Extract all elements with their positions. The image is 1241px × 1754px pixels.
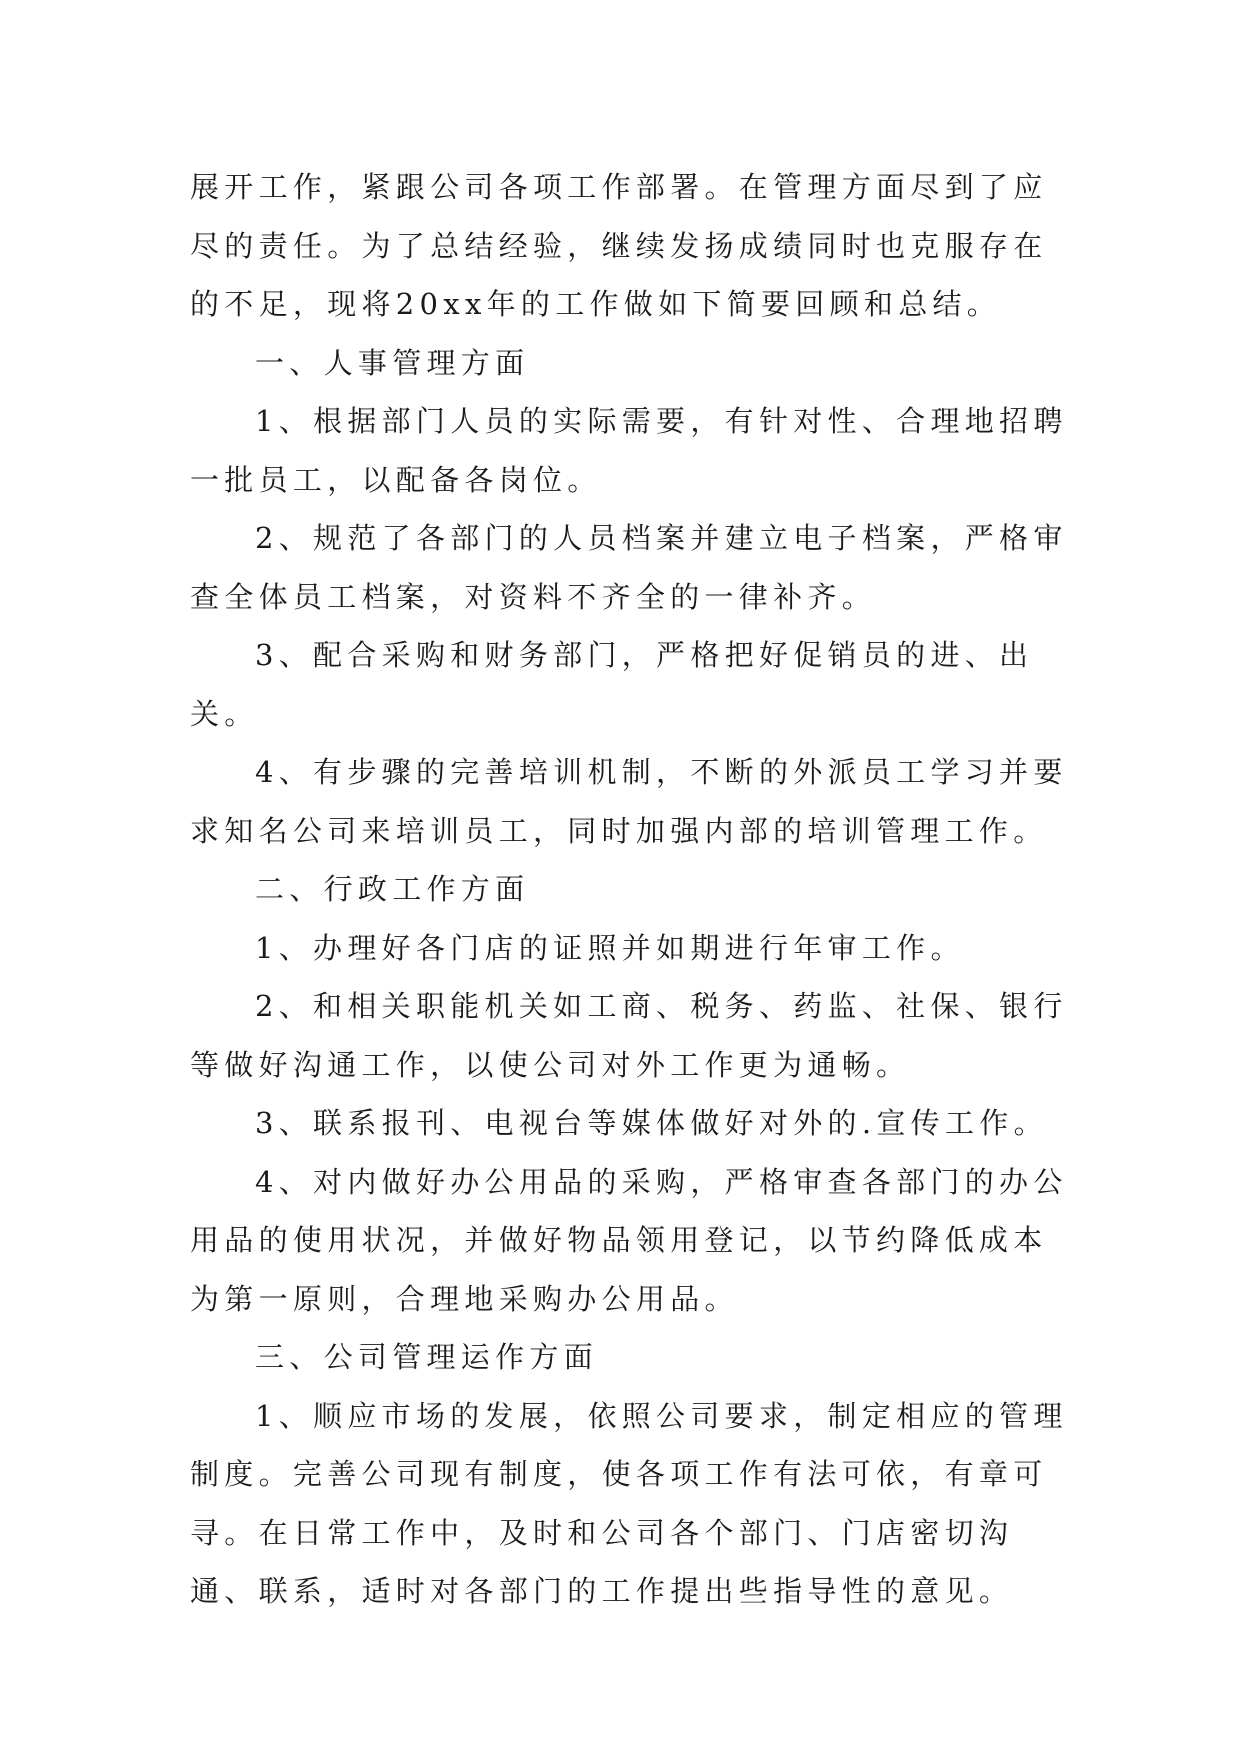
paragraph-administration-3: 3、联系报刊、电视台等媒体做好对外的.宣传工作。 bbox=[255, 1106, 1048, 1140]
paragraph-administration-2: 2、和相关职能机关如工商、税务、药监、社保、银行等做好沟通工作，以使公司对外工作更为通畅。 bbox=[190, 989, 1068, 1082]
section-heading-personnel: 一、人事管理方面 bbox=[255, 345, 530, 380]
paragraph-personnel-2: 2、规范了各部门的人员档案并建立电子档案，严格审查全体员工档案，对资料不齐全的一律补齐。 bbox=[190, 521, 1068, 614]
paragraph-administration-4: 4、对内做好办公用品的采购，严格审查各部门的办公用品的使用状况，并做好物品领用登记，以节约降低成本为第一原则，合理地采购办公用品。 bbox=[190, 1164, 1068, 1316]
paragraph-management-1: 1、顺应市场的发展，依照公司要求，制定相应的管理制度。完善公司现有制度，使各项工作有法可依，有章可寻。在日常工作中，及时和公司各个部门、门店密切沟通、联系，适时对各部门的工作提出些指导性的意见。 bbox=[190, 1398, 1068, 1608]
paragraph-personnel-3: 3、配合采购和财务部门，严格把好促销员的进、出关。 bbox=[190, 638, 1034, 731]
paragraph-personnel-1: 1、根据部门人员的实际需要，有针对性、合理地招聘一批员工，以配备各岗位。 bbox=[190, 404, 1068, 497]
section-heading-administration: 二、行政工作方面 bbox=[255, 872, 530, 906]
paragraph-administration-1: 1、办理好各门店的证照并如期进行年审工作。 bbox=[255, 930, 965, 965]
paragraph-intro: 展开工作，紧跟公司各项工作部署。在管理方面尽到了应尽的责任。为了总结经验，继续发扬成绩同时也克服存在的不足，现将20xx年的工作做如下简要回顾和总结。 bbox=[190, 170, 1048, 321]
paragraph-personnel-4: 4、有步骤的完善培训机制，不断的外派员工学习并要求知名公司来培训员工，同时加强内部的培训管理工作。 bbox=[190, 755, 1068, 848]
document-body bbox=[190, 158, 1070, 1621]
section-heading-management: 三、公司管理运作方面 bbox=[255, 1340, 599, 1374]
